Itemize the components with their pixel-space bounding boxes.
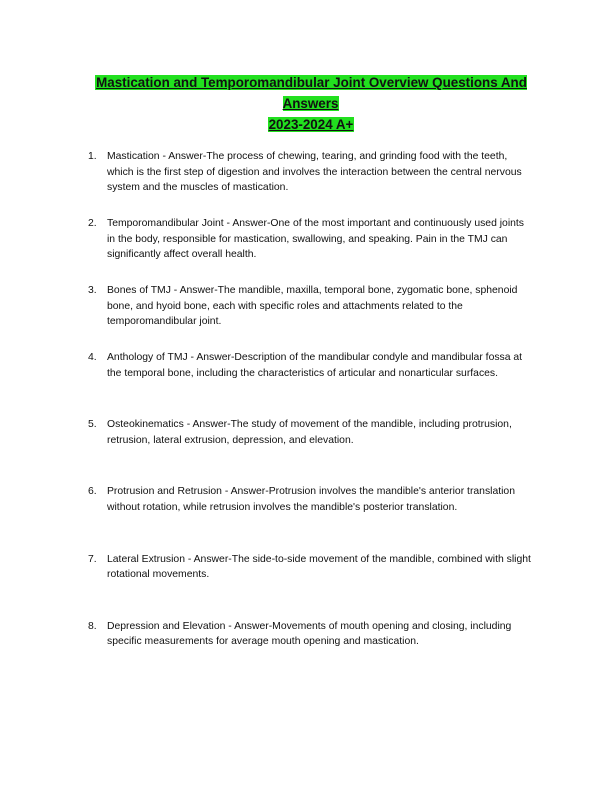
list-item-7 (88, 552, 534, 583)
list-item-4 (88, 350, 534, 381)
item-text: Lateral Extrusion - Answer-The side-to-side movement of the mandible, combined with slight rotational movements. (107, 553, 531, 581)
item-text: Temporomandibular Joint - Answer-One of the most important and continuously used joints in the body, responsible for mastication, swallowing, and speaking. Pain in the TMJ can significantly affect overall health. (107, 218, 524, 261)
item-number: 7. (88, 553, 97, 565)
item-number: 8. (88, 620, 97, 632)
item-text: Osteokinematics - Answer-The study of movement of the mandible, including protrusion, retrusion, lateral extrusion, depression, and elevation. (107, 419, 512, 446)
item-number: 5. (88, 419, 97, 431)
list-item-1 (88, 149, 534, 196)
list-item-3 (88, 283, 534, 330)
list-item-2 (88, 216, 534, 263)
list-item-5 (88, 417, 534, 448)
list-item-6 (88, 484, 534, 515)
item-number: 2. (88, 218, 97, 229)
qa-list (88, 149, 534, 650)
item-number: 6. (88, 486, 97, 498)
item-text: Bones of TMJ - Answer-The mandible, maxilla, temporal bone, zygomatic bone, sphenoid bone, and hyoid bone, each with specific roles and attachments related to the temporomandibular joint. (107, 285, 518, 328)
item-number: 3. (88, 285, 97, 296)
item-text: Anthology of TMJ - Answer-Description of the mandibular condyle and mandibular fossa at the temporal bone, including the characteristics of articular and nonarticular surfaces. (107, 352, 523, 379)
item-text: Depression and Elevation - Answer-Movements of mouth opening and closing, including specific measurements for average mouth opening and mastication. (107, 620, 512, 648)
item-number: 4. (88, 352, 97, 363)
item-number: 1. (88, 151, 97, 162)
title-line-2: 2023-2024 A+ (268, 117, 354, 132)
document-title (72, 72, 550, 135)
item-text: Mastication - Answer-The process of chewing, tearing, and grinding food with the teeth, which is the first step of digestion and involves the interaction between the central nervous system and the muscles of mastication. (107, 151, 522, 194)
item-text: Protrusion and Retrusion - Answer-Protrusion involves the mandible's anterior translation without rotation, while retrusion involves the mandible's posterior translation. (107, 486, 515, 513)
list-item-8 (88, 619, 534, 650)
title-line-1: Mastication and Temporomandibular Joint Overview Questions And Answers (96, 75, 527, 111)
